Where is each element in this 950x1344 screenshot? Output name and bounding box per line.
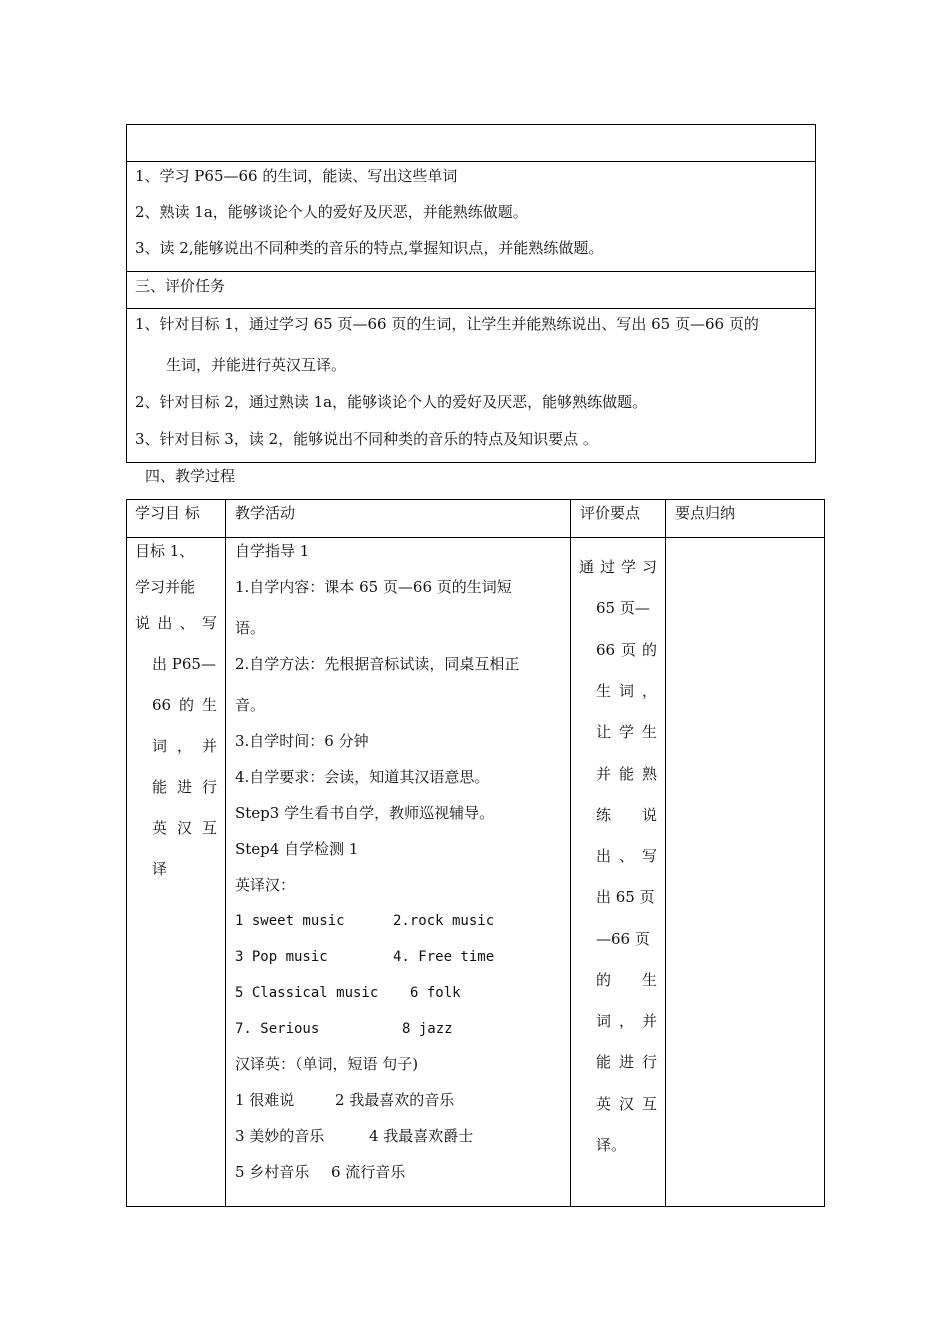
vocab-item: 5 Classical music xyxy=(235,985,379,1001)
process-header-divider xyxy=(126,537,825,538)
eval-col-line: 出 、 写 xyxy=(596,847,657,865)
vocab-item: 4. Free time xyxy=(393,949,495,965)
process-col-divider-2 xyxy=(570,499,571,1207)
header-activity: 教学活动 xyxy=(235,504,296,522)
activity-step4: Step4 自学检测 1 xyxy=(235,840,359,858)
goal-item-1: 1、学习 P65—66 的生词，能读、写出这些单词 xyxy=(135,167,458,185)
en-to-cn-label: 英译汉： xyxy=(235,876,296,894)
vocab-item: 1 sweet music xyxy=(235,913,345,929)
process-col-divider-3 xyxy=(665,499,666,1207)
cn-item: 6 流行音乐 xyxy=(331,1163,406,1181)
vocab-item: 8 jazz xyxy=(402,1021,453,1037)
goal-col-line: 译 xyxy=(152,860,168,878)
eval-col-line: 的 生 xyxy=(596,971,657,989)
activity-time: 3.自学时间：6 分钟 xyxy=(235,732,369,750)
activity-step3: Step3 学生看书自学，教师巡视辅导。 xyxy=(235,804,495,822)
process-table xyxy=(126,499,825,1207)
activity-method-line-2: 音。 xyxy=(235,696,266,714)
header-goal: 学习目 标 xyxy=(135,504,200,522)
eval-col-line: 练 说 xyxy=(596,806,657,824)
goal-col-line: 学习并能 xyxy=(135,578,196,596)
evaluation-item-3: 3、针对目标 3，读 2，能够说出不同种类的音乐的特点及知识要点 。 xyxy=(135,430,598,448)
eval-col-line: 生 词 ， xyxy=(596,682,657,700)
evaluation-item-2: 2、针对目标 2，通过熟读 1a，能够谈论个人的爱好及厌恶，能够熟练做题。 xyxy=(135,393,648,411)
eval-col-line: 英 汉 互 xyxy=(596,1095,657,1113)
evaluation-item-1-line-1: 1、针对目标 1，通过学习 65 页—66 页的生词，让学生并能熟练说出、写出 65 页—66 页的 xyxy=(135,315,759,333)
evaluation-item-1-line-2: 生词，并能进行英汉互译。 xyxy=(166,356,347,374)
eval-col-line: 让 学 生 xyxy=(596,723,657,741)
header-summary: 要点归纳 xyxy=(675,504,736,522)
goal-item-3: 3、读 2,能够说出不同种类的音乐的特点,掌握知识点，并能熟练做题。 xyxy=(135,239,604,257)
goal-item-2: 2、熟读 1a，能够谈论个人的爱好及厌恶，并能熟练做题。 xyxy=(135,203,528,221)
cn-item: 5 乡村音乐 xyxy=(235,1163,310,1181)
header-evaluation-points: 评价要点 xyxy=(580,504,641,522)
goal-col-line: 出 P65— xyxy=(152,655,216,673)
cn-item: 1 很难说 xyxy=(235,1091,295,1109)
cn-to-en-label: 汉译英：（单词，短语 句子) xyxy=(235,1055,419,1073)
activity-content-line-2: 语。 xyxy=(235,619,266,637)
eval-col-line: —66 页 xyxy=(596,930,650,948)
activity-content-line-1: 1.自学内容：课本 65 页—66 页的生词短 xyxy=(235,578,512,596)
upper-table-divider-2 xyxy=(126,271,816,272)
eval-col-line: 词 ， 并 xyxy=(596,1012,657,1030)
goal-col-line: 词 ， 并 xyxy=(152,737,217,755)
eval-col-line: 出 65 页 xyxy=(596,888,655,906)
goal-col-line: 说 出 、 写 xyxy=(135,614,217,632)
eval-col-line: 通 过 学 习 xyxy=(579,558,657,576)
goal-col-line: 能 进 行 xyxy=(152,778,217,796)
process-col-divider-1 xyxy=(225,499,226,1207)
activity-method-line-1: 2.自学方法：先根据音标试读，同桌互相正 xyxy=(235,655,520,673)
upper-table-divider-3 xyxy=(126,308,816,309)
goal-col-line: 66 的 生 xyxy=(152,696,217,714)
cn-item: 3 美妙的音乐 xyxy=(235,1127,325,1145)
eval-col-line: 能 进 行 xyxy=(596,1053,657,1071)
upper-table-divider-1 xyxy=(126,161,816,162)
vocab-item: 6 folk xyxy=(410,985,461,1001)
vocab-item: 3 Pop music xyxy=(235,949,328,965)
cn-item: 2 我最喜欢的音乐 xyxy=(335,1091,455,1109)
eval-col-line: 并 能 熟 xyxy=(596,765,657,783)
eval-col-line: 译。 xyxy=(596,1136,627,1154)
goal-col-line: 英 汉 互 xyxy=(152,819,217,837)
activity-requirement: 4.自学要求：会读，知道其汉语意思。 xyxy=(235,768,490,786)
eval-col-line: 65 页— xyxy=(596,599,650,617)
evaluation-heading: 三、评价任务 xyxy=(135,277,226,295)
goal-col-line: 目标 1、 xyxy=(135,542,195,560)
vocab-item: 2.rock music xyxy=(393,913,495,929)
process-heading: 四、教学过程 xyxy=(145,467,236,485)
eval-col-line: 66 页 的 xyxy=(596,641,657,659)
activity-title: 自学指导 1 xyxy=(235,542,310,560)
cn-item: 4 我最喜欢爵士 xyxy=(369,1127,474,1145)
vocab-item: 7. Serious xyxy=(235,1021,320,1037)
